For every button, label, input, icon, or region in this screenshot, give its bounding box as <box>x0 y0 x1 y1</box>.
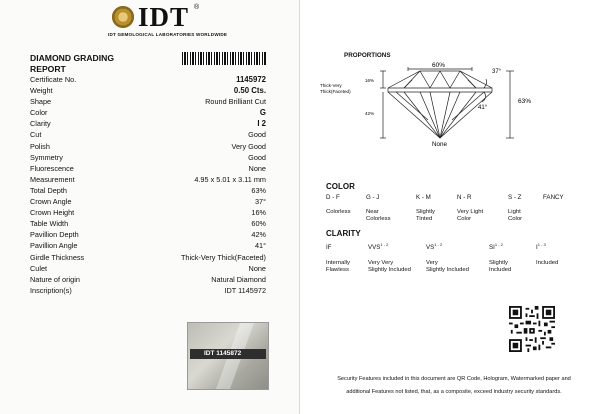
report-row-label: Fluorescence <box>30 163 74 173</box>
report-row <box>30 163 266 174</box>
clarity-grade-code: SI <box>489 244 495 252</box>
proportions-title: PROPORTIONS <box>344 52 391 59</box>
report-row <box>30 85 266 96</box>
registered-mark: ® <box>194 4 200 11</box>
report-row-label: Weight <box>30 86 53 96</box>
report-row-value: 1145972 <box>236 75 266 84</box>
report-row <box>30 96 266 107</box>
clarity-grade-description <box>368 260 411 275</box>
color-grade-desc-line2: Color <box>457 216 472 223</box>
report-row-value: Natural Diamond <box>211 274 266 284</box>
report-row <box>30 285 266 296</box>
report-row-value: 0.50 Cts. <box>233 86 266 96</box>
color-grade-description <box>366 209 391 224</box>
report-row-value: 37° <box>254 197 266 207</box>
report-row <box>30 118 266 129</box>
clarity-grade-desc-line1: Slightly <box>489 260 508 266</box>
report-row-label: Clarity <box>30 119 51 129</box>
table-width-label: 60% <box>432 62 446 69</box>
color-grade-description <box>508 209 522 224</box>
footer-line-2: additional Features not listed, that, as a composite, exceed industry security standards. <box>346 389 562 395</box>
crown-height-label: 16% <box>365 78 375 83</box>
barcode-icon <box>182 52 266 65</box>
report-row-label: Color <box>30 108 48 118</box>
color-grade-range: N - R <box>457 194 472 201</box>
color-grade-desc-line1: Colorless <box>326 209 351 215</box>
color-title: COLOR <box>326 182 355 191</box>
report-row-label: Polish <box>30 141 50 151</box>
color-grade-description <box>326 209 351 216</box>
clarity-grade-code: VS <box>426 244 435 252</box>
clarity-grade-desc-line1: Included <box>536 260 559 266</box>
girdle-inscription-photo <box>187 322 269 390</box>
color-grade-range: S - Z <box>508 194 522 201</box>
color-grade-description <box>416 209 435 224</box>
report-row-label: Certificate No. <box>30 75 77 84</box>
clarity-grade-desc-line1: Internally <box>326 260 350 266</box>
report-row-value: 42% <box>251 230 266 240</box>
clarity-grade <box>326 241 332 251</box>
report-fields <box>30 74 266 296</box>
report-row-value: IDT 1145972 <box>224 285 266 295</box>
report-row-value: 63% <box>251 185 266 195</box>
clarity-grade-desc-line2: Flawless <box>326 267 349 274</box>
report-row-label: Table Width <box>30 219 69 229</box>
report-row-label: Crown Angle <box>30 197 72 207</box>
clarity-grade-code: VVS <box>368 244 381 252</box>
report-row-value: 16% <box>251 208 266 218</box>
diamond-outline <box>388 71 492 138</box>
report-row <box>30 218 266 229</box>
clarity-grade <box>368 241 388 251</box>
report-row-label: Shape <box>30 97 52 107</box>
clarity-grade-subrange: 1 - 2 <box>380 242 389 247</box>
color-grade-desc-line1: Near <box>366 209 379 215</box>
color-grade-desc-line2: Color <box>508 216 523 223</box>
report-row <box>30 174 266 185</box>
report-row <box>30 185 266 196</box>
report-row-label: Inscription(s) <box>30 285 72 295</box>
report-row-value: I 2 <box>257 119 266 129</box>
brand-subtitle: IDT GEMOLOGICAL LABORATORIES WORLDWIDE <box>108 32 228 37</box>
color-grade-desc-line1: Slightly <box>416 209 435 215</box>
report-row-label: Culet <box>30 263 48 273</box>
clarity-grade-desc-line1: Very Very <box>368 260 394 266</box>
culet-label: None <box>432 141 448 148</box>
color-grade-range: K - M <box>416 194 431 201</box>
color-grade-range: FANCY <box>543 194 564 201</box>
clarity-grade-desc-line1: Very <box>426 260 438 266</box>
report-title: DIAMOND GRADING REPORT <box>30 53 115 74</box>
color-grade-range: G - J <box>366 194 380 201</box>
report-row-label: Nature of origin <box>30 274 80 284</box>
report-row-label: Girdle Thickness <box>30 252 85 262</box>
report-row-value: Good <box>248 130 266 140</box>
clarity-title: CLARITY <box>326 229 361 238</box>
clarity-grade-description <box>536 260 558 267</box>
report-row <box>30 240 266 251</box>
report-row <box>30 152 266 163</box>
report-row-value: None <box>248 163 266 173</box>
report-row-value: Thick-Very Thick(Faceted) <box>180 252 266 262</box>
girdle-label-line1: Thick-Very <box>320 83 342 88</box>
pavilion-angle-label: 41° <box>478 105 488 111</box>
photo-inscription-text: IDT 1145872 <box>204 350 242 357</box>
total-depth-label: 63% <box>518 98 532 105</box>
qr-code-icon <box>509 306 555 352</box>
brand-logo: IDT <box>138 2 190 32</box>
report-row <box>30 129 266 140</box>
color-grade-desc-line1: Light <box>508 209 521 215</box>
clarity-grade-description <box>489 260 511 275</box>
report-row <box>30 196 266 207</box>
clarity-grade-desc-line2: Slightly Included <box>426 267 469 274</box>
report-row-label: Pavillion Angle <box>30 241 78 251</box>
color-grade-range: D - F <box>326 194 340 201</box>
report-row-value: None <box>248 263 266 273</box>
clarity-grade-description <box>426 260 469 275</box>
clarity-grade-description <box>326 260 350 275</box>
report-row-value: G <box>259 108 266 118</box>
report-row <box>30 74 266 85</box>
report-row <box>30 252 266 263</box>
clarity-grade <box>426 241 442 251</box>
report-row <box>30 229 266 240</box>
clarity-grade-desc-line2: Slightly Included <box>368 267 411 274</box>
security-footer <box>318 373 590 399</box>
color-grade-description <box>457 209 483 224</box>
report-row-label: Crown Height <box>30 208 75 218</box>
clarity-grade <box>489 241 503 251</box>
color-grade-desc-line2: Colorless <box>366 216 391 223</box>
color-grade-desc-line1: Very Light <box>457 209 484 215</box>
report-row-label: Measurement <box>30 174 75 184</box>
report-row <box>30 107 266 118</box>
report-row-label: Cut <box>30 130 42 140</box>
report-row-label: Total Depth <box>30 185 67 195</box>
report-row-label: Pavillion Depth <box>30 230 79 240</box>
proportions-diagram <box>320 58 560 148</box>
clarity-grade-desc-line2: Included <box>489 267 512 274</box>
pavilion-depth-label: 42% <box>365 111 375 116</box>
report-row-value: 4.95 x 5.01 x 3.11 mm <box>194 174 266 184</box>
clarity-grade-subrange: 1 - 2 <box>434 242 443 247</box>
report-row <box>30 141 266 152</box>
report-row <box>30 207 266 218</box>
report-row-value: 60% <box>251 219 266 229</box>
crown-angle-arc <box>484 79 487 88</box>
clarity-grade-subrange: 1 - 3 <box>537 242 546 247</box>
report-row <box>30 274 266 285</box>
crown-angle-label: 37° <box>492 69 502 75</box>
report-row-value: Very Good <box>231 141 266 151</box>
report-row-label: Symmetry <box>30 152 63 162</box>
girdle-label-line2: Thick(Faceted) <box>320 89 351 94</box>
report-row-value: Round Brilliant Cut <box>205 97 266 107</box>
report-row-value: 41° <box>254 241 266 251</box>
clarity-grade-code: I <box>536 244 538 252</box>
clarity-grade-subrange: 1 - 2 <box>494 242 503 247</box>
report-row <box>30 263 266 274</box>
right-page <box>300 0 600 414</box>
clarity-grade <box>536 241 546 251</box>
color-grade-desc-line2: Tinted <box>416 216 433 223</box>
report-row-value: Good <box>248 152 266 162</box>
clarity-grade-code: IF <box>326 244 332 252</box>
laboratory-seal-icon <box>112 6 134 28</box>
footer-line-1: Security Features included in this document are QR Code, Hologram, Watermarked paper and <box>337 376 571 382</box>
